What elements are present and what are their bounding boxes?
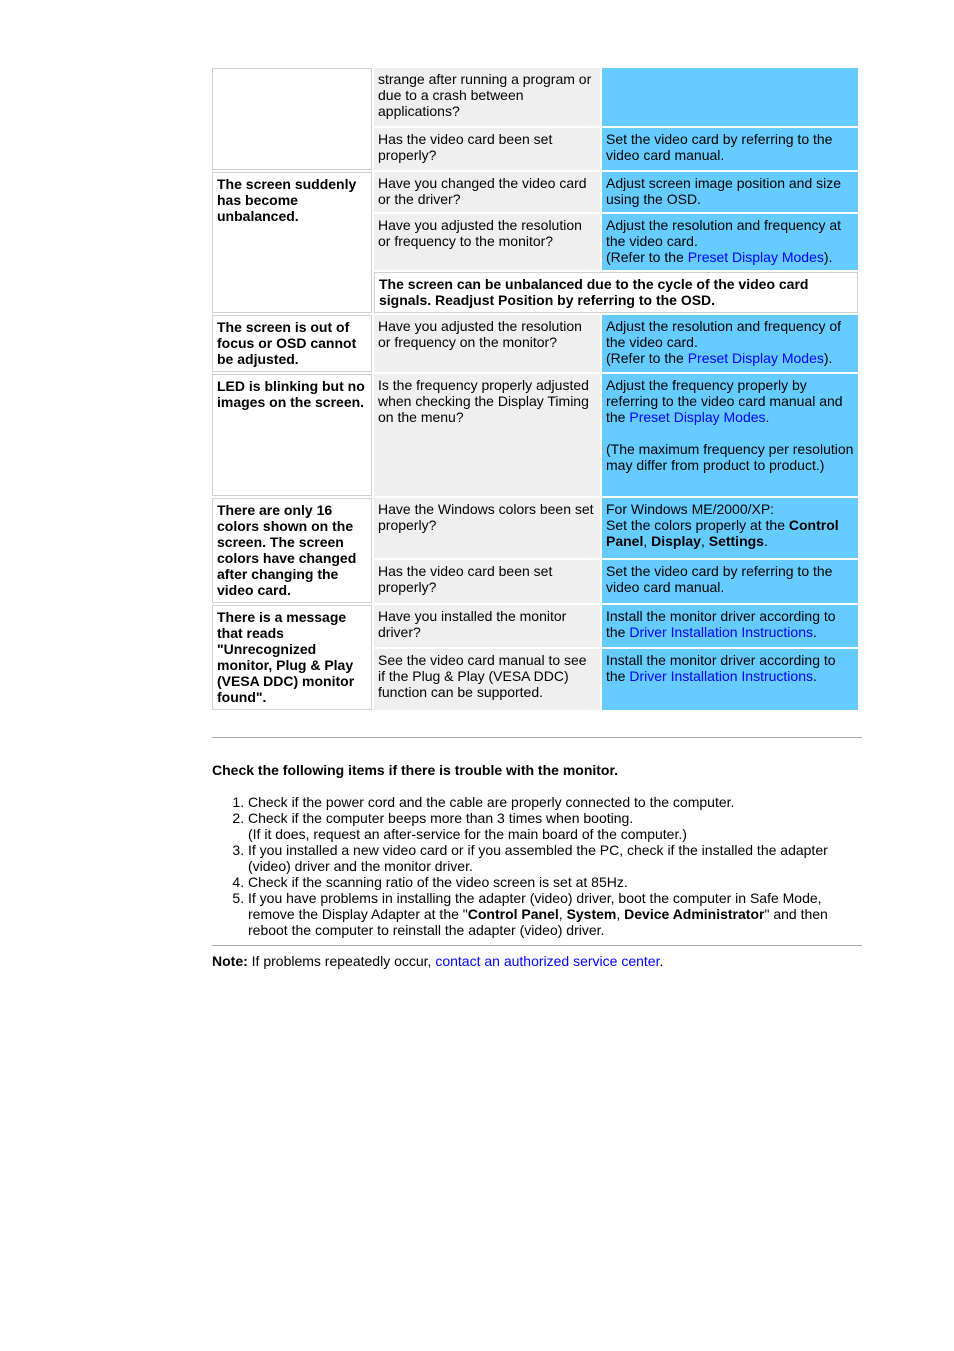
table-row bbox=[212, 374, 858, 496]
list-item-text: Check if the power cord and the cable are properly connected to the computer. bbox=[248, 794, 735, 810]
symptom-text: The screen is out of focus or OSD cannot be adjusted. bbox=[217, 319, 357, 367]
solution-text: (Refer to the bbox=[606, 249, 688, 265]
list-item bbox=[248, 890, 862, 938]
symptom-text: LED is blinking but no images on the screen. bbox=[217, 378, 365, 410]
solution-text: (Refer to the bbox=[606, 350, 688, 366]
symptom-text: There are only 16 colors shown on the screen. The screen colors have changed after changing the video card. bbox=[217, 502, 357, 598]
device-administrator-text: Device Administrator bbox=[624, 906, 765, 922]
list-item bbox=[248, 794, 862, 810]
check-cell bbox=[374, 498, 600, 558]
solution-cell bbox=[602, 498, 858, 558]
note-label: Note: bbox=[212, 953, 248, 969]
troubleshooting-content bbox=[212, 66, 862, 712]
divider bbox=[212, 737, 862, 738]
check-text: See the video card manual to see if the Plug & Play (VESA DDC) function can be supported. bbox=[378, 652, 587, 701]
symptom-cell bbox=[212, 315, 372, 372]
control-panel-text: Control Panel bbox=[467, 906, 559, 922]
symptom-cell bbox=[212, 68, 372, 170]
solution-text: Adjust the resolution and frequency at the video card. bbox=[606, 217, 842, 249]
driver-installation-link[interactable]: Driver Installation Instructions bbox=[629, 668, 813, 685]
solution-text: ). bbox=[823, 350, 833, 366]
check-cell bbox=[374, 560, 600, 603]
table-row bbox=[212, 315, 858, 372]
check-text: Have you changed the video card or the driver? bbox=[378, 175, 587, 207]
preset-display-modes-link[interactable]: Preset Display Modes bbox=[687, 350, 824, 366]
check-text: Has the video card been set properly? bbox=[378, 562, 553, 595]
solution-text: . bbox=[813, 668, 817, 685]
solution-text: Set the video card by referring to the video card manual. bbox=[606, 131, 833, 163]
list-item bbox=[248, 874, 862, 890]
solution-text: Set the colors properly at the bbox=[606, 517, 789, 533]
solution-cell bbox=[602, 128, 858, 170]
check-text: Have the Windows colors been set properly? bbox=[378, 501, 594, 533]
check-text: Is the frequency properly adjusted when checking the Display Timing on the menu? bbox=[378, 377, 589, 425]
note-text: The screen can be unbalanced due to the cycle of the video card signals. Readjust Position by referring to the OSD. bbox=[379, 276, 809, 308]
solution-text: Adjust the resolution and frequency of the video card. bbox=[606, 318, 842, 350]
preset-display-modes-link[interactable]: Preset Display Modes bbox=[629, 409, 766, 425]
check-cell bbox=[374, 214, 600, 270]
troubleshooting-table bbox=[210, 66, 860, 712]
symptom-cell bbox=[212, 498, 372, 603]
solution-text: Adjust the frequency properly by referring to the video card manual and the bbox=[606, 377, 843, 425]
settings-text: Settings bbox=[708, 533, 764, 549]
list-item-text: If you have problems in installing the adapter (video) driver, boot the computer in Safe Mode, remove the Display Adapter at the " bbox=[248, 890, 822, 922]
service-center-link[interactable]: contact an authorized service center bbox=[435, 953, 660, 969]
table-row bbox=[212, 498, 858, 558]
preset-display-modes-link[interactable]: Preset Display Modes bbox=[687, 249, 824, 265]
solution-text: Adjust screen image position and size using the OSD. bbox=[606, 175, 842, 207]
solution-cell bbox=[602, 605, 858, 647]
list-item-text: If you installed a new video card or if you assembled the PC, check if the installed the adapter (video) driver and the monitor driver. bbox=[248, 842, 828, 874]
separator-text: , bbox=[616, 906, 625, 922]
separator-text: , bbox=[643, 533, 652, 549]
separator-text: . bbox=[763, 533, 768, 549]
list-item-text: (If it does, request an after-service for the main board of the computer.) bbox=[248, 826, 687, 842]
solution-cell bbox=[602, 172, 858, 212]
driver-installation-link[interactable]: Driver Installation Instructions bbox=[629, 624, 813, 640]
solution-cell bbox=[602, 315, 858, 372]
check-cell bbox=[374, 605, 600, 647]
solution-text: Set the video card by referring to the video card manual. bbox=[606, 562, 833, 595]
note-text: If problems repeatedly occur, bbox=[247, 953, 436, 969]
solution-text: Install the monitor driver according to the bbox=[606, 652, 836, 685]
check-text: strange after running a program or due to a crash between applications? bbox=[378, 71, 592, 119]
note-text-end: . bbox=[659, 953, 664, 969]
check-text: Has the video card been set properly? bbox=[378, 131, 553, 163]
solution-text: (The maximum frequency per resolution may differ from product to product.) bbox=[606, 441, 854, 473]
table-row bbox=[212, 605, 858, 647]
list-item-text: Check if the scanning ratio of the video screen is set at 85Hz. bbox=[248, 874, 628, 890]
symptom-cell bbox=[212, 172, 372, 313]
check-text: Have you adjusted the resolution or frequency on the monitor? bbox=[378, 318, 582, 350]
separator-text: , bbox=[558, 906, 567, 922]
display-text: Display bbox=[651, 533, 701, 549]
check-cell bbox=[374, 649, 600, 710]
separator-text: , bbox=[700, 533, 709, 549]
check-cell bbox=[374, 68, 600, 126]
solution-cell bbox=[602, 649, 858, 710]
solution-cell bbox=[602, 214, 858, 270]
list-item-text: " and then reboot the computer to reinstall the adapter (video) driver. bbox=[248, 906, 828, 938]
control-panel-text: Control Panel bbox=[606, 517, 839, 549]
list-item bbox=[248, 842, 862, 874]
check-heading: Check the following items if there is trouble with the monitor. bbox=[212, 762, 619, 778]
check-list bbox=[212, 794, 862, 938]
symptom-text: The screen suddenly has become unbalanced. bbox=[217, 176, 357, 224]
symptom-cell bbox=[212, 605, 372, 710]
divider bbox=[212, 945, 862, 946]
check-cell bbox=[374, 315, 600, 372]
symptom-text: There is a message that reads "Unrecognized monitor, Plug & Play (VESA DDC) monitor found". bbox=[217, 609, 355, 705]
solution-text: Install the monitor driver according to the bbox=[606, 608, 836, 640]
solution-text: ). bbox=[823, 249, 833, 265]
list-item-text: Check if the computer beeps more than 3 times when booting. bbox=[248, 810, 634, 826]
check-cell bbox=[374, 374, 600, 496]
solution-text: For Windows ME/2000/XP: bbox=[606, 501, 775, 517]
table-row bbox=[212, 172, 858, 212]
check-section bbox=[212, 737, 862, 969]
solution-text: . bbox=[765, 409, 770, 425]
note-paragraph bbox=[212, 953, 862, 969]
solution-cell bbox=[602, 374, 858, 496]
solution-text: . bbox=[813, 624, 817, 640]
check-text: Have you installed the monitor driver? bbox=[378, 608, 567, 640]
table-row bbox=[212, 68, 858, 126]
note-cell bbox=[374, 272, 858, 313]
solution-cell bbox=[602, 560, 858, 603]
symptom-cell bbox=[212, 374, 372, 496]
check-text: Have you adjusted the resolution or frequency to the monitor? bbox=[378, 217, 582, 249]
solution-cell bbox=[602, 68, 858, 126]
check-cell bbox=[374, 172, 600, 212]
system-text: System bbox=[566, 906, 617, 922]
list-item bbox=[248, 810, 862, 842]
check-cell bbox=[374, 128, 600, 170]
